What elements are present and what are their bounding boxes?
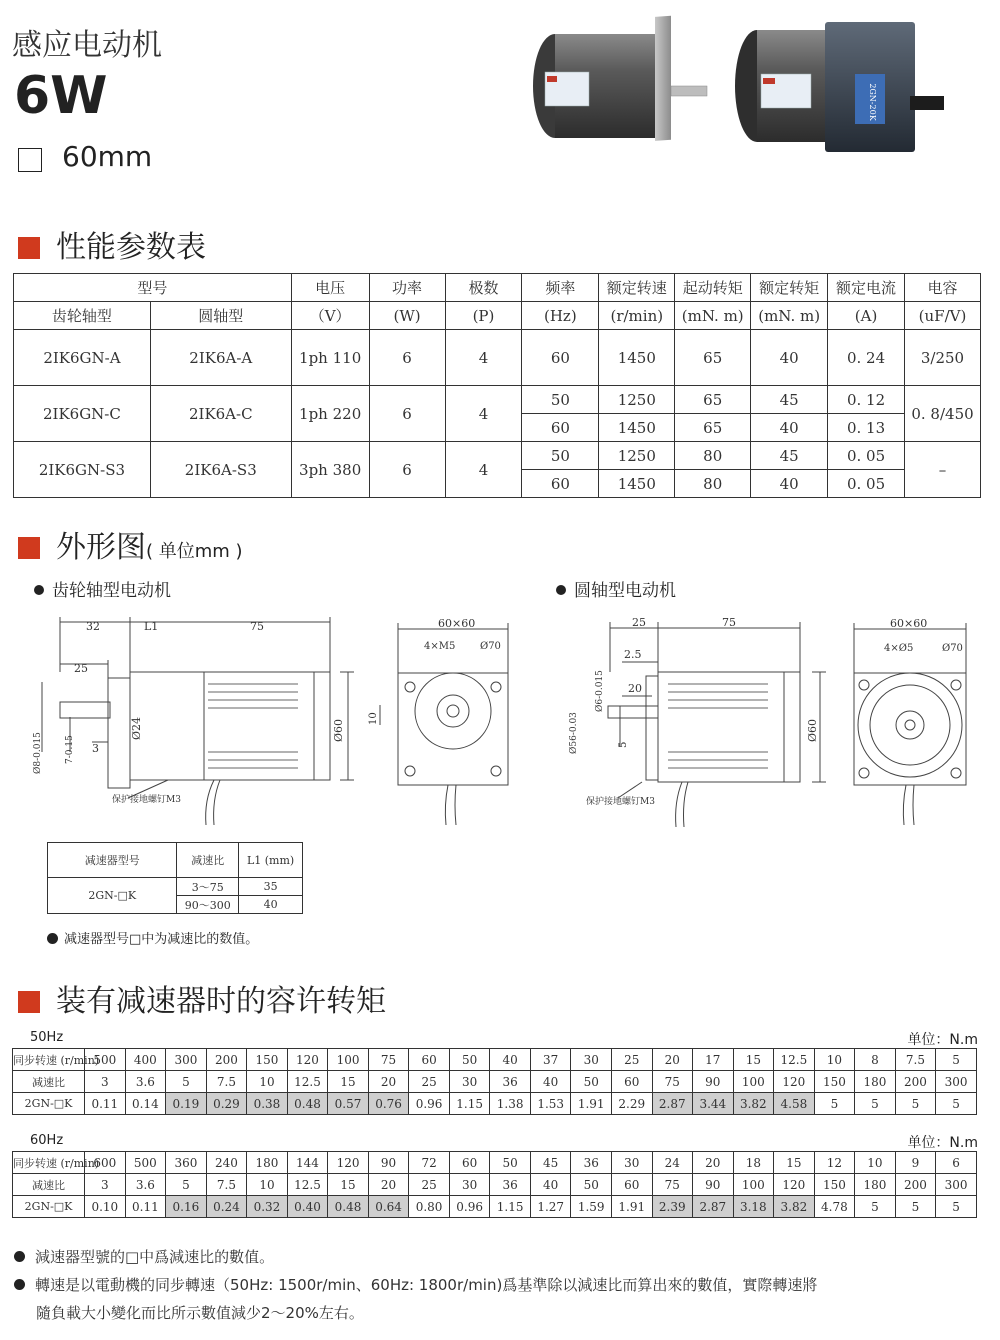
cell-torque: 0.32 <box>247 1196 288 1218</box>
cell-speed: 6 <box>936 1152 977 1174</box>
cell-speed: 500 <box>125 1152 166 1174</box>
cell-torque: 1.38 <box>490 1093 531 1115</box>
cell-ratio: 7.5 <box>206 1071 247 1093</box>
dim-25: 25 <box>632 616 646 629</box>
footnotes <box>14 1243 817 1327</box>
cell-ratio: 25 <box>409 1174 450 1196</box>
header-power: 功率 <box>369 274 445 302</box>
cell-torque: 4.78 <box>814 1196 855 1218</box>
cell-speed: 120 <box>287 1049 328 1071</box>
cell-torque: 0.14 <box>125 1093 166 1115</box>
cell-capacitor: – <box>905 442 981 498</box>
cell-poles: 4 <box>445 330 522 386</box>
cell-speed: 5 <box>936 1049 977 1071</box>
cell-ratio: 5 <box>166 1174 207 1196</box>
unit-power: (W) <box>369 302 445 330</box>
cell-torque: 1.91 <box>571 1093 612 1115</box>
cell-start-torque: 80 <box>675 442 751 470</box>
cell-torque: 5 <box>936 1093 977 1115</box>
bullet-icon <box>47 933 58 944</box>
cell-ratio: 3～75 <box>177 878 239 896</box>
cell-ratio: 7.5 <box>206 1174 247 1196</box>
cell-speed: 72 <box>409 1152 450 1174</box>
header-capacitor: 电容 <box>905 274 981 302</box>
cell-power: 6 <box>369 442 445 498</box>
dim-75: 75 <box>722 616 736 629</box>
cell-ratio: 3.6 <box>125 1174 166 1196</box>
cell-torque: 3.18 <box>733 1196 774 1218</box>
cell-speed: 30 <box>571 1049 612 1071</box>
cell-torque: 0.96 <box>409 1093 450 1115</box>
dim-l1: L1 <box>144 620 159 633</box>
cell-torque: 0.76 <box>368 1093 409 1115</box>
speed-row <box>13 1152 977 1174</box>
reducer-table <box>47 842 303 914</box>
cell-current: 0. 12 <box>828 386 905 414</box>
cell-speed: 37 <box>530 1049 571 1071</box>
table-row <box>14 442 981 470</box>
torque-row-label: 2GN-□K <box>13 1093 85 1115</box>
cell-capacitor: 3/250 <box>905 330 981 386</box>
cell-torque: 0.19 <box>166 1093 207 1115</box>
cell-start-torque: 65 <box>675 330 751 386</box>
bullet-icon <box>14 1251 25 1262</box>
table-row <box>14 330 981 386</box>
cell-power: 6 <box>369 330 445 386</box>
cell-ratio: 100 <box>733 1071 774 1093</box>
table-row <box>14 386 981 414</box>
dim-d24: Ø24 <box>130 716 143 740</box>
header-reducer-model: 减速器型号 <box>48 843 177 878</box>
dim-shaft: Ø6-0.015 <box>595 670 605 712</box>
cell-rated-torque: 40 <box>751 414 828 442</box>
round-front-drawing <box>846 615 976 830</box>
cell-ratio: 30 <box>449 1071 490 1093</box>
cell-rated-torque: 45 <box>751 386 828 414</box>
hz60-label: 60Hz <box>30 1133 64 1148</box>
cell-speed: 8 <box>855 1049 896 1071</box>
cell-ratio: 25 <box>409 1071 450 1093</box>
cell-frequency: 60 <box>522 330 599 386</box>
dim-shaft: Ø8-0.015 <box>33 732 43 774</box>
header-gear-type: 齿轮轴型 <box>14 302 151 330</box>
section-marker-icon <box>18 537 40 559</box>
dim-60x60: 60×60 <box>890 617 928 630</box>
cell-ratio: 3 <box>85 1071 126 1093</box>
cell-torque: 2.29 <box>611 1093 652 1115</box>
cell-power: 6 <box>369 386 445 442</box>
cell-speed: 1450 <box>599 470 675 498</box>
cell-ratio: 300 <box>936 1071 977 1093</box>
cell-ratio: 20 <box>368 1071 409 1093</box>
unit-voltage: （V） <box>291 302 369 330</box>
cell-ratio: 90 <box>693 1071 734 1093</box>
gear-drawing-title <box>34 576 171 601</box>
section-outline-title: 外形图 <box>56 530 146 565</box>
header-rated-current: 额定电流 <box>828 274 905 302</box>
dim-2-5: 2.5 <box>624 648 642 661</box>
cell-ratio: 3 <box>85 1174 126 1196</box>
cell-ratio: 90 <box>693 1174 734 1196</box>
cell-speed: 144 <box>287 1152 328 1174</box>
unit-rated-speed: (r/min) <box>599 302 675 330</box>
cell-gear-model: 2IK6GN-C <box>14 386 151 442</box>
cell-speed: 7.5 <box>895 1049 936 1071</box>
cell-rated-torque: 40 <box>751 330 828 386</box>
dim-25: 25 <box>74 662 88 675</box>
cell-torque: 1.15 <box>449 1093 490 1115</box>
unit-start-torque: (mN. m) <box>675 302 751 330</box>
cell-speed: 25 <box>611 1049 652 1071</box>
cell-speed: 1450 <box>599 414 675 442</box>
footnote-1 <box>14 1243 817 1271</box>
header-model: 型号 <box>14 274 292 302</box>
section-torque <box>18 976 386 1020</box>
ratio-row-label: 减速比 <box>13 1174 85 1196</box>
cell-ratio: 150 <box>814 1174 855 1196</box>
cell-capacitor: 0. 8/450 <box>905 386 981 442</box>
cell-ratio: 40 <box>530 1174 571 1196</box>
ground-screw-label: 保护接地螺钉M3 <box>112 795 181 805</box>
cell-speed: 300 <box>166 1049 207 1071</box>
ratio-row <box>13 1174 977 1196</box>
cell-ratio: 75 <box>652 1071 693 1093</box>
cell-ratio: 300 <box>936 1174 977 1196</box>
cell-start-torque: 65 <box>675 414 751 442</box>
cell-ratio: 36 <box>490 1071 531 1093</box>
gear-drawing-title-text: 齿轮轴型电动机 <box>52 581 171 601</box>
cell-speed: 500 <box>85 1049 126 1071</box>
footnote-2 <box>14 1271 817 1299</box>
ground-screw-label: 保护接地螺钉M3 <box>586 797 655 807</box>
cell-speed: 1250 <box>599 442 675 470</box>
cell-speed: 150 <box>247 1049 288 1071</box>
dim-pcd: Ø70 <box>942 643 963 654</box>
section-marker-icon <box>18 991 40 1013</box>
cell-start-torque: 80 <box>675 470 751 498</box>
cell-speed: 100 <box>328 1049 369 1071</box>
cell-ratio: 100 <box>733 1174 774 1196</box>
cell-ratio: 12.5 <box>287 1174 328 1196</box>
torque-row <box>13 1093 977 1115</box>
cell-round-model: 2IK6A-C <box>150 386 291 442</box>
cell-speed: 180 <box>247 1152 288 1174</box>
unit-label-60: 单位：N.m <box>907 1135 978 1151</box>
cell-voltage: 1ph 220 <box>291 386 369 442</box>
cell-torque: 1.15 <box>490 1196 531 1218</box>
cell-torque: 0.29 <box>206 1093 247 1115</box>
cell-speed: 15 <box>733 1049 774 1071</box>
dim-10: 10 <box>368 712 379 725</box>
cell-ratio: 50 <box>571 1071 612 1093</box>
unit-capacitor: (uF/V) <box>905 302 981 330</box>
torque-table-50hz <box>12 1048 977 1115</box>
dim-5: 5 <box>618 741 629 748</box>
cell-frequency: 50 <box>522 386 599 414</box>
cell-frequency: 60 <box>522 470 599 498</box>
unit-rated-torque: (mN. m) <box>751 302 828 330</box>
cell-ratio: 20 <box>368 1174 409 1196</box>
cell-torque: 3.44 <box>693 1093 734 1115</box>
cell-torque: 5 <box>855 1093 896 1115</box>
cell-speed: 1250 <box>599 386 675 414</box>
cell-voltage: 1ph 110 <box>291 330 369 386</box>
cell-torque: 5 <box>936 1196 977 1218</box>
bullet-icon <box>14 1279 25 1290</box>
cell-ratio: 120 <box>774 1174 815 1196</box>
cell-speed: 60 <box>449 1152 490 1174</box>
header-frequency: 频率 <box>522 274 599 302</box>
ratio-row-label: 减速比 <box>13 1071 85 1093</box>
reducer-note-text: 减速器型号□中为减速比的数值。 <box>64 932 259 947</box>
cell-round-model: 2IK6A-S3 <box>150 442 291 498</box>
cell-speed: 1450 <box>599 330 675 386</box>
dim-60x60: 60×60 <box>438 617 476 630</box>
cell-speed: 10 <box>814 1049 855 1071</box>
cell-ratio: 15 <box>328 1174 369 1196</box>
cell-speed: 200 <box>206 1049 247 1071</box>
cell-rated-torque: 40 <box>751 470 828 498</box>
header-ratio: 减速比 <box>177 843 239 878</box>
header-rated-speed: 额定转速 <box>599 274 675 302</box>
footnote-3: 隨負載大小變化而比所示數值減少2～20%左右。 <box>36 1304 364 1322</box>
cell-speed: 10 <box>855 1152 896 1174</box>
cell-speed: 20 <box>693 1152 734 1174</box>
cell-current: 0. 05 <box>828 442 905 470</box>
cell-speed: 36 <box>571 1152 612 1174</box>
cell-gear-model: 2IK6GN-S3 <box>14 442 151 498</box>
cell-torque: 0.64 <box>368 1196 409 1218</box>
cell-speed: 15 <box>774 1152 815 1174</box>
frame-size-box-icon <box>18 148 42 172</box>
cell-start-torque: 65 <box>675 386 751 414</box>
section-outline-unit: ( 单位mm ) <box>146 541 243 562</box>
cell-torque: 0.48 <box>287 1093 328 1115</box>
cell-ratio: 150 <box>814 1071 855 1093</box>
ratio-row <box>13 1071 977 1093</box>
cell-speed: 45 <box>530 1152 571 1174</box>
cell-torque: 0.96 <box>449 1196 490 1218</box>
section-performance-title: 性能参数表 <box>56 230 206 265</box>
speed-row-label: 同步转速 (r/min) <box>13 1049 85 1071</box>
cell-torque: 0.48 <box>328 1196 369 1218</box>
cell-speed: 18 <box>733 1152 774 1174</box>
gear-front-drawing <box>368 615 518 830</box>
cell-ratio: 90～300 <box>177 896 239 914</box>
cell-torque: 3.82 <box>733 1093 774 1115</box>
section-outline <box>18 522 243 566</box>
header-rated-torque: 额定转矩 <box>751 274 828 302</box>
cell-torque: 0.57 <box>328 1093 369 1115</box>
cell-current: 0. 05 <box>828 470 905 498</box>
cell-ratio: 60 <box>611 1174 652 1196</box>
dim-3: 3 <box>92 742 99 755</box>
unit-label-50: 单位：N.m <box>907 1032 978 1048</box>
unit-frequency: (Hz) <box>522 302 599 330</box>
cell-ratio: 50 <box>571 1174 612 1196</box>
bullet-icon <box>556 585 566 595</box>
cell-torque: 4.58 <box>774 1093 815 1115</box>
cell-ratio: 180 <box>855 1174 896 1196</box>
cell-rated-torque: 45 <box>751 442 828 470</box>
round-drawing-title <box>556 576 676 601</box>
cell-current: 0. 24 <box>828 330 905 386</box>
cell-speed: 75 <box>368 1049 409 1071</box>
cell-poles: 4 <box>445 442 522 498</box>
section-performance <box>18 222 206 266</box>
cell-speed: 12.5 <box>774 1049 815 1071</box>
cell-ratio: 15 <box>328 1071 369 1093</box>
dim-pcd: Ø70 <box>480 641 501 652</box>
cell-round-model: 2IK6A-A <box>150 330 291 386</box>
bullet-icon <box>34 585 44 595</box>
footnote-1-text: 減速器型號的□中爲減速比的數值。 <box>35 1248 275 1266</box>
unit-rated-current: (A) <box>828 302 905 330</box>
category-title: 感应电动机 <box>12 28 162 63</box>
dim-32: 32 <box>86 620 100 633</box>
cell-speed: 40 <box>490 1049 531 1071</box>
cell-speed: 50 <box>449 1049 490 1071</box>
cell-torque: 1.27 <box>530 1196 571 1218</box>
cell-torque: 0.40 <box>287 1196 328 1218</box>
cell-ratio: 40 <box>530 1071 571 1093</box>
torque-row <box>13 1196 977 1218</box>
cell-ratio: 10 <box>247 1071 288 1093</box>
cell-speed: 90 <box>368 1152 409 1174</box>
motor-photos <box>525 14 965 164</box>
header-round-type: 圆轴型 <box>150 302 291 330</box>
round-shaft-motor-photo <box>533 16 707 141</box>
cell-torque: 0.11 <box>85 1093 126 1115</box>
section-marker-icon <box>18 237 40 259</box>
performance-table <box>13 273 981 498</box>
cell-speed: 400 <box>125 1049 166 1071</box>
round-drawing-title-text: 圆轴型电动机 <box>574 581 676 601</box>
dim-pilot: Ø56-0.03 <box>569 712 579 754</box>
section-torque-title: 装有减速器时的容许转矩 <box>56 984 386 1019</box>
cell-speed: 240 <box>206 1152 247 1174</box>
speed-row <box>13 1049 977 1071</box>
footnote-2-text: 轉速是以電動機的同步轉速（50Hz: 1500r/min、60Hz: 1800r/min)爲基準除以減速比而算出來的數值，實際轉速將 <box>35 1276 818 1294</box>
cell-ratio: 30 <box>449 1174 490 1196</box>
cell-speed: 50 <box>490 1152 531 1174</box>
cell-torque: 2.39 <box>652 1196 693 1218</box>
cell-speed: 12 <box>814 1152 855 1174</box>
cell-torque: 1.91 <box>611 1196 652 1218</box>
cell-gear-model: 2IK6GN-A <box>14 330 151 386</box>
dim-75: 75 <box>250 620 264 633</box>
torque-row-label: 2GN-□K <box>13 1196 85 1218</box>
cell-ratio: 200 <box>895 1174 936 1196</box>
cell-speed: 20 <box>652 1049 693 1071</box>
power-rating: 6W <box>14 66 108 126</box>
cell-torque: 5 <box>895 1196 936 1218</box>
cell-ratio: 200 <box>895 1071 936 1093</box>
speed-row-label: 同步转速 (r/min) <box>13 1152 85 1174</box>
cell-speed: 600 <box>85 1152 126 1174</box>
unit-poles: (P) <box>445 302 522 330</box>
round-side-drawing <box>569 612 834 837</box>
cell-torque: 2.87 <box>652 1093 693 1115</box>
cell-torque: 1.59 <box>571 1196 612 1218</box>
header-start-torque: 起动转矩 <box>675 274 751 302</box>
cell-ratio: 60 <box>611 1071 652 1093</box>
hz50-label: 50Hz <box>30 1030 64 1045</box>
cell-speed: 60 <box>409 1049 450 1071</box>
cell-l1: 40 <box>239 896 303 914</box>
cell-ratio: 180 <box>855 1071 896 1093</box>
cell-speed: 24 <box>652 1152 693 1174</box>
dim-d60: Ø60 <box>332 718 345 742</box>
cell-voltage: 3ph 380 <box>291 442 369 498</box>
cell-reducer-model: 2GN-□K <box>48 878 177 914</box>
cell-torque: 0.10 <box>85 1196 126 1218</box>
cell-speed: 9 <box>895 1152 936 1174</box>
cell-speed: 17 <box>693 1049 734 1071</box>
cell-ratio: 75 <box>652 1174 693 1196</box>
dim-key: 7-0.15 <box>65 735 75 764</box>
header-l1: L1 (mm) <box>239 843 303 878</box>
cell-torque: 2.87 <box>693 1196 734 1218</box>
cell-poles: 4 <box>445 386 522 442</box>
dim-holes: 4×M5 <box>424 641 456 652</box>
cell-l1: 35 <box>239 878 303 896</box>
cell-ratio: 36 <box>490 1174 531 1196</box>
cell-ratio: 10 <box>247 1174 288 1196</box>
gearhead-label: 2GN-20K <box>868 83 877 121</box>
header-poles: 极数 <box>445 274 522 302</box>
cell-torque: 5 <box>855 1196 896 1218</box>
reducer-note <box>47 928 258 947</box>
cell-ratio: 12.5 <box>287 1071 328 1093</box>
table-row <box>48 878 303 896</box>
cell-torque: 5 <box>814 1093 855 1115</box>
gear-shaft-motor-photo <box>735 22 944 152</box>
cell-current: 0. 13 <box>828 414 905 442</box>
cell-ratio: 3.6 <box>125 1071 166 1093</box>
torque-table-60hz <box>12 1151 977 1218</box>
cell-speed: 360 <box>166 1152 207 1174</box>
cell-ratio: 120 <box>774 1071 815 1093</box>
cell-torque: 0.80 <box>409 1196 450 1218</box>
dim-holes: 4×Ø5 <box>884 643 914 654</box>
cell-torque: 0.24 <box>206 1196 247 1218</box>
cell-torque: 1.53 <box>530 1093 571 1115</box>
gear-side-drawing <box>28 612 358 837</box>
cell-torque: 5 <box>895 1093 936 1115</box>
cell-speed: 30 <box>611 1152 652 1174</box>
cell-torque: 0.11 <box>125 1196 166 1218</box>
cell-torque: 3.82 <box>774 1196 815 1218</box>
cell-speed: 120 <box>328 1152 369 1174</box>
cell-frequency: 50 <box>522 442 599 470</box>
cell-torque: 0.16 <box>166 1196 207 1218</box>
dim-d60: Ø60 <box>806 718 819 742</box>
frame-size: 60mm <box>62 140 153 173</box>
dim-20: 20 <box>628 682 642 695</box>
cell-ratio: 5 <box>166 1071 207 1093</box>
header-voltage: 电压 <box>291 274 369 302</box>
cell-frequency: 60 <box>522 414 599 442</box>
cell-torque: 0.38 <box>247 1093 288 1115</box>
